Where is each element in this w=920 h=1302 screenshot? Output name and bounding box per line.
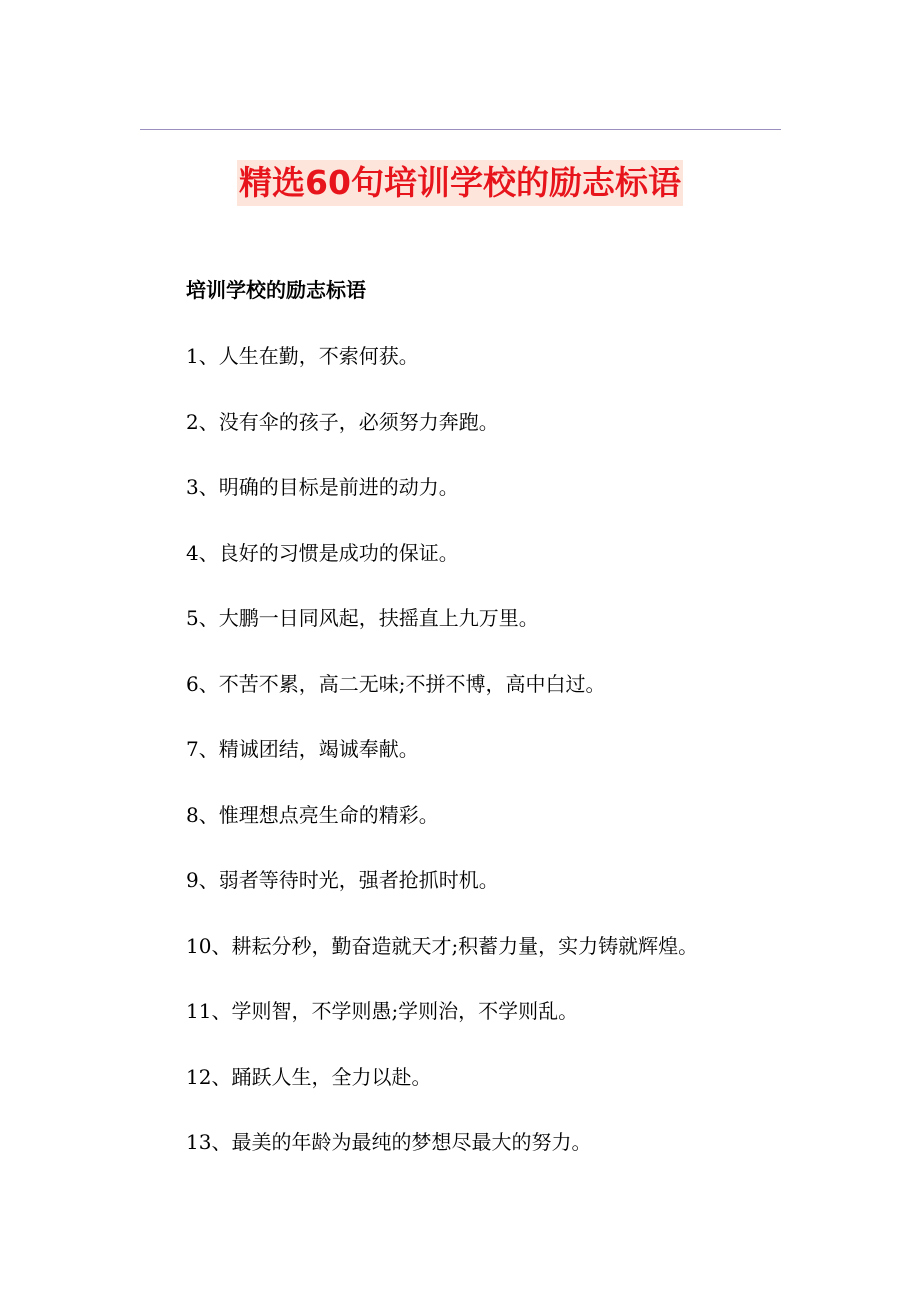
list-item: 6、不苦不累，高二无味;不拼不博，高中白过。 — [186, 671, 606, 696]
section-heading: 培训学校的励志标语 — [186, 278, 366, 302]
title-container — [0, 160, 920, 206]
list-item: 3、明确的目标是前进的动力。 — [186, 475, 459, 499]
list-item: 8、惟理想点亮生命的精彩。 — [186, 802, 439, 827]
list-item: 11、学则智，不学则愚;学则治，不学则乱。 — [186, 999, 579, 1023]
list-item: 12、踊跃人生，全力以赴。 — [186, 1064, 432, 1089]
list-item: 13、最美的年龄为最纯的梦想尽最大的努力。 — [186, 1130, 592, 1154]
header-divider — [140, 129, 781, 130]
list-item: 7、精诚团结，竭诚奉献。 — [186, 737, 419, 761]
list-item: 10、耕耘分秒，勤奋造就天才;积蓄力量，实力铸就辉煌。 — [186, 933, 699, 958]
list-item: 4、良好的习惯是成功的保证。 — [186, 540, 459, 565]
list-item: 1、人生在勤，不索何获。 — [186, 344, 419, 368]
list-item: 2、没有伞的孩子，必须努力奔跑。 — [186, 409, 499, 434]
list-item: 5、大鹏一日同风起，扶摇直上九万里。 — [186, 606, 539, 630]
list-item: 9、弱者等待时光，强者抢抓时机。 — [186, 868, 499, 892]
document-title: 精选60句培训学校的励志标语 — [237, 160, 683, 206]
slogan-list — [186, 342, 786, 1194]
